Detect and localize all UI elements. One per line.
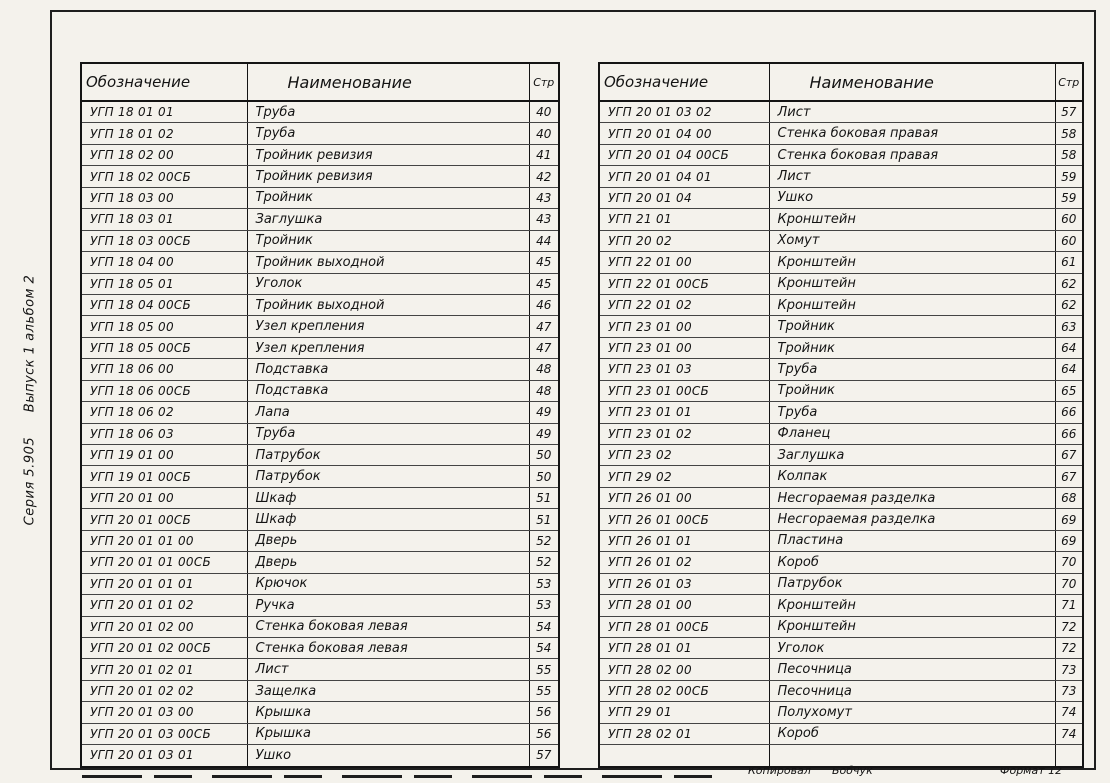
name-cell: Ручка — [247, 595, 529, 616]
designation-cell: УГП 18 01 01 — [81, 101, 247, 123]
page-cell: 65 — [1055, 380, 1083, 401]
name-cell: Тройник — [247, 187, 529, 208]
page-cell: 64 — [1055, 359, 1083, 380]
page-cell: 62 — [1055, 273, 1083, 294]
name-cell: Кронштейн — [769, 252, 1055, 273]
table-row — [81, 359, 559, 380]
table-row — [599, 144, 1083, 165]
table-row — [599, 702, 1083, 723]
designation-cell: УГП 18 05 01 — [81, 273, 247, 294]
designation-cell: УГП 20 01 01 02 — [81, 595, 247, 616]
table-row — [599, 552, 1083, 573]
designation-cell: УГП 20 01 01 00 — [81, 530, 247, 551]
drawing-register-left — [80, 62, 560, 768]
designation-cell: УГП 26 01 01 — [599, 530, 769, 551]
name-cell: Тройник выходной — [247, 252, 529, 273]
designation-cell: УГП 18 04 00СБ — [81, 294, 247, 315]
table-row — [81, 637, 559, 658]
designation-cell: УГП 23 01 00 — [599, 316, 769, 337]
designation-cell: УГП 28 02 00СБ — [599, 680, 769, 701]
table-row — [599, 123, 1083, 144]
page-cell: 56 — [529, 723, 559, 744]
designation-cell: УГП 19 01 00 — [81, 445, 247, 466]
page-cell: 40 — [529, 101, 559, 123]
page-cell: 64 — [1055, 337, 1083, 358]
designation-cell: УГП 20 01 00 — [81, 487, 247, 508]
designation-cell: УГП 18 05 00 — [81, 316, 247, 337]
table-row — [81, 659, 559, 680]
table-row — [599, 209, 1083, 230]
name-cell: Хомут — [769, 230, 1055, 251]
designation-cell: УГП 23 01 00 — [599, 337, 769, 358]
page-cell: 55 — [529, 680, 559, 701]
left-table-body — [81, 101, 559, 767]
header-page: Стр — [1055, 63, 1083, 101]
table-row — [599, 723, 1083, 744]
designation-cell: УГП 22 01 00СБ — [599, 273, 769, 294]
header-name: Наименование — [247, 63, 529, 101]
designation-cell: УГП 20 01 04 01 — [599, 166, 769, 187]
name-cell: Шкаф — [247, 487, 529, 508]
name-cell: Дверь — [247, 552, 529, 573]
page-cell: 60 — [1055, 230, 1083, 251]
table-row — [599, 230, 1083, 251]
designation-cell: УГП 18 06 00СБ — [81, 380, 247, 401]
designation-cell: УГП 18 06 00 — [81, 359, 247, 380]
name-cell: Ушко — [769, 187, 1055, 208]
table-row — [81, 230, 559, 251]
name-cell: Крышка — [247, 723, 529, 744]
designation-cell: УГП 26 01 02 — [599, 552, 769, 573]
drawing-register-right — [598, 62, 1084, 768]
page-cell: 46 — [529, 294, 559, 315]
page-cell: 54 — [529, 637, 559, 658]
designation-cell: УГП 18 03 00 — [81, 187, 247, 208]
designation-cell: УГП 22 01 00 — [599, 252, 769, 273]
name-cell: Тройник — [769, 380, 1055, 401]
name-cell: Патрубок — [247, 445, 529, 466]
designation-cell: УГП 28 01 00СБ — [599, 616, 769, 637]
page-cell: 72 — [1055, 637, 1083, 658]
page-cell: 63 — [1055, 316, 1083, 337]
name-cell: Подставка — [247, 359, 529, 380]
designation-cell: УГП 20 01 03 02 — [599, 101, 769, 123]
format-label: Формат 12 — [1000, 764, 1063, 777]
name-cell: Тройник — [247, 230, 529, 251]
table-row — [81, 595, 559, 616]
page-cell: 44 — [529, 230, 559, 251]
designation-cell: УГП 20 01 00СБ — [81, 509, 247, 530]
page-cell: 53 — [529, 573, 559, 594]
table-row — [599, 530, 1083, 551]
header-name: Наименование — [769, 63, 1055, 101]
page-cell: 61 — [1055, 252, 1083, 273]
table-row — [81, 252, 559, 273]
page-cell: 74 — [1055, 702, 1083, 723]
page-cell: 66 — [1055, 423, 1083, 444]
table-row — [81, 273, 559, 294]
page-cell: 58 — [1055, 144, 1083, 165]
page-cell: 62 — [1055, 294, 1083, 315]
name-cell: Дверь — [247, 530, 529, 551]
table-row — [81, 552, 559, 573]
right-table-body — [599, 101, 1083, 767]
page-cell: 48 — [529, 380, 559, 401]
table-row — [81, 680, 559, 701]
binding-strip-text — [23, 265, 38, 536]
name-cell: Лапа — [247, 402, 529, 423]
table-row — [599, 466, 1083, 487]
name-cell: Крышка — [247, 702, 529, 723]
series-label: Серия 5.905 — [22, 436, 38, 526]
table-row — [81, 466, 559, 487]
name-cell: Тройник ревизия — [247, 144, 529, 165]
table-row — [81, 616, 559, 637]
checked-by-label: Бобчук — [832, 764, 873, 777]
name-cell: Стенка боковая левая — [247, 637, 529, 658]
table-row — [599, 316, 1083, 337]
designation-cell: УГП 18 01 02 — [81, 123, 247, 144]
name-cell: Труба — [769, 359, 1055, 380]
page-cell: 51 — [529, 509, 559, 530]
designation-cell: УГП 22 01 02 — [599, 294, 769, 315]
name-cell: Кронштейн — [769, 595, 1055, 616]
designation-cell: УГП 18 06 03 — [81, 423, 247, 444]
page-cell: 52 — [529, 552, 559, 573]
table-row — [599, 337, 1083, 358]
designation-cell: УГП 18 05 00СБ — [81, 337, 247, 358]
designation-cell: УГП 20 01 02 02 — [81, 680, 247, 701]
designation-cell: УГП 20 01 02 01 — [81, 659, 247, 680]
designation-cell: УГП 20 01 01 01 — [81, 573, 247, 594]
page-cell: 41 — [529, 144, 559, 165]
name-cell: Пластина — [769, 530, 1055, 551]
designation-cell: УГП 18 02 00 — [81, 144, 247, 165]
designation-cell: УГП 23 01 00СБ — [599, 380, 769, 401]
designation-cell: УГП 20 02 — [599, 230, 769, 251]
page-cell: 59 — [1055, 166, 1083, 187]
designation-cell: УГП 28 01 00 — [599, 595, 769, 616]
designation-cell: УГП 20 01 04 00 — [599, 123, 769, 144]
page-cell: 67 — [1055, 445, 1083, 466]
name-cell: Песочница — [769, 680, 1055, 701]
table-row — [599, 294, 1083, 315]
page-cell: 49 — [529, 402, 559, 423]
page-cell: 69 — [1055, 530, 1083, 551]
name-cell: Кронштейн — [769, 209, 1055, 230]
designation-cell: УГП 28 02 00 — [599, 659, 769, 680]
table-row — [81, 402, 559, 423]
table-row — [599, 659, 1083, 680]
page-cell: 40 — [529, 123, 559, 144]
name-cell: Крючок — [247, 573, 529, 594]
copied-by-label: Копировал — [748, 764, 811, 777]
designation-cell: УГП 20 01 02 00 — [81, 616, 247, 637]
name-cell: Колпак — [769, 466, 1055, 487]
table-row — [599, 101, 1083, 123]
table-row — [599, 445, 1083, 466]
table-row — [599, 680, 1083, 701]
header-row — [599, 63, 1083, 101]
table-row — [81, 487, 559, 508]
header-designation: Обозначение — [81, 63, 247, 101]
name-cell: Труба — [247, 423, 529, 444]
page-cell: 50 — [529, 466, 559, 487]
designation-cell: УГП 18 06 02 — [81, 402, 247, 423]
designation-cell: УГП 18 04 00 — [81, 252, 247, 273]
page-cell: 69 — [1055, 509, 1083, 530]
designation-cell: УГП 21 01 — [599, 209, 769, 230]
page-cell: 45 — [529, 252, 559, 273]
page-cell: 42 — [529, 166, 559, 187]
page-cell: 71 — [1055, 595, 1083, 616]
designation-cell: УГП 28 01 01 — [599, 637, 769, 658]
page-cell: 67 — [1055, 466, 1083, 487]
name-cell: Тройник ревизия — [247, 166, 529, 187]
name-cell: Тройник выходной — [247, 294, 529, 315]
page-cell: 54 — [529, 616, 559, 637]
name-cell: Фланец — [769, 423, 1055, 444]
table-row — [81, 209, 559, 230]
name-cell: Патрубок — [247, 466, 529, 487]
page-cell: 73 — [1055, 680, 1083, 701]
name-cell: Ушко — [247, 745, 529, 767]
name-cell: Короб — [769, 723, 1055, 744]
designation-cell: УГП 19 01 00СБ — [81, 466, 247, 487]
page-cell: 70 — [1055, 573, 1083, 594]
name-cell: Тройник — [769, 337, 1055, 358]
table-row — [599, 273, 1083, 294]
page-cell: 74 — [1055, 723, 1083, 744]
page-cell: 45 — [529, 273, 559, 294]
title-block-strokes — [82, 775, 722, 778]
table-row — [599, 252, 1083, 273]
name-cell: Лист — [247, 659, 529, 680]
table-row — [599, 573, 1083, 594]
table-row — [81, 530, 559, 551]
name-cell: Кронштейн — [769, 273, 1055, 294]
page-cell: 70 — [1055, 552, 1083, 573]
name-cell: Узел крепления — [247, 316, 529, 337]
name-cell: Несгораемая разделка — [769, 509, 1055, 530]
designation-cell: УГП 26 01 00 — [599, 487, 769, 508]
page-cell: 43 — [529, 187, 559, 208]
name-cell: Заглушка — [247, 209, 529, 230]
designation-cell: УГП 20 01 03 01 — [81, 745, 247, 767]
table-row — [599, 380, 1083, 401]
name-cell: Труба — [769, 402, 1055, 423]
page-cell: 68 — [1055, 487, 1083, 508]
designation-cell: УГП 20 01 04 00СБ — [599, 144, 769, 165]
table-row — [81, 723, 559, 744]
name-cell: Уголок — [247, 273, 529, 294]
table-row — [81, 337, 559, 358]
page-cell: 72 — [1055, 616, 1083, 637]
name-cell: Тройник — [769, 316, 1055, 337]
name-cell: Шкаф — [247, 509, 529, 530]
table-row — [81, 573, 559, 594]
name-cell: Несгораемая разделка — [769, 487, 1055, 508]
table-row — [81, 166, 559, 187]
issue-label: Выпуск 1 альбом 2 — [22, 274, 38, 413]
table-row — [599, 616, 1083, 637]
name-cell: Патрубок — [769, 573, 1055, 594]
name-cell: Песочница — [769, 659, 1055, 680]
table-row — [81, 123, 559, 144]
name-cell: Узел крепления — [247, 337, 529, 358]
page-cell: 56 — [529, 702, 559, 723]
table-row — [599, 359, 1083, 380]
table-row — [599, 595, 1083, 616]
table-row — [81, 423, 559, 444]
page-cell: 55 — [529, 659, 559, 680]
designation-cell: УГП 20 01 04 — [599, 187, 769, 208]
name-cell: Лист — [769, 166, 1055, 187]
page-cell: 48 — [529, 359, 559, 380]
designation-cell: УГП 26 01 00СБ — [599, 509, 769, 530]
name-cell: Лист — [769, 101, 1055, 123]
header-row — [81, 63, 559, 101]
page-cell: 58 — [1055, 123, 1083, 144]
designation-cell: УГП 23 01 03 — [599, 359, 769, 380]
header-designation: Обозначение — [599, 63, 769, 101]
designation-cell: УГП 18 02 00СБ — [81, 166, 247, 187]
table-row — [599, 509, 1083, 530]
page-cell: 49 — [529, 423, 559, 444]
table-row — [599, 187, 1083, 208]
page-cell: 60 — [1055, 209, 1083, 230]
table-row — [81, 187, 559, 208]
designation-cell: УГП 20 01 03 00СБ — [81, 723, 247, 744]
page-cell: 57 — [1055, 101, 1083, 123]
designation-cell: УГП 28 02 01 — [599, 723, 769, 744]
table-row — [599, 487, 1083, 508]
name-cell: Труба — [247, 101, 529, 123]
page-cell: 51 — [529, 487, 559, 508]
designation-cell: УГП 20 01 02 00СБ — [81, 637, 247, 658]
page-cell: 53 — [529, 595, 559, 616]
designation-cell: УГП 26 01 03 — [599, 573, 769, 594]
name-cell: Стенка боковая правая — [769, 123, 1055, 144]
name-cell: Кронштейн — [769, 616, 1055, 637]
table-row — [81, 745, 559, 767]
name-cell: Полухомут — [769, 702, 1055, 723]
page-cell: 59 — [1055, 187, 1083, 208]
page-cell: 52 — [529, 530, 559, 551]
designation-cell: УГП 18 03 01 — [81, 209, 247, 230]
table-row — [599, 637, 1083, 658]
designation-cell: УГП 23 01 02 — [599, 423, 769, 444]
page-cell: 50 — [529, 445, 559, 466]
name-cell: Короб — [769, 552, 1055, 573]
name-cell: Труба — [247, 123, 529, 144]
name-cell: Защелка — [247, 680, 529, 701]
table-row — [81, 509, 559, 530]
table-row — [599, 402, 1083, 423]
designation-cell: УГП 29 01 — [599, 702, 769, 723]
page-cell: 47 — [529, 337, 559, 358]
designation-cell: УГП 20 01 01 00СБ — [81, 552, 247, 573]
table-row — [81, 316, 559, 337]
designation-cell — [599, 745, 769, 767]
page-cell: 66 — [1055, 402, 1083, 423]
name-cell: Стенка боковая правая — [769, 144, 1055, 165]
name-cell: Кронштейн — [769, 294, 1055, 315]
designation-cell: УГП 20 01 03 00 — [81, 702, 247, 723]
designation-cell: УГП 23 01 01 — [599, 402, 769, 423]
table-row — [81, 144, 559, 165]
name-cell: Стенка боковая левая — [247, 616, 529, 637]
table-row — [599, 423, 1083, 444]
page-cell: 47 — [529, 316, 559, 337]
page-cell: 43 — [529, 209, 559, 230]
table-row — [81, 445, 559, 466]
name-cell: Уголок — [769, 637, 1055, 658]
table-row — [81, 101, 559, 123]
name-cell: Заглушка — [769, 445, 1055, 466]
table-row — [81, 702, 559, 723]
designation-cell: УГП 29 02 — [599, 466, 769, 487]
page-cell: 73 — [1055, 659, 1083, 680]
table-row — [81, 380, 559, 401]
name-cell: Подставка — [247, 380, 529, 401]
designation-cell: УГП 23 02 — [599, 445, 769, 466]
header-page: Стр — [529, 63, 559, 101]
table-row — [81, 294, 559, 315]
designation-cell: УГП 18 03 00СБ — [81, 230, 247, 251]
page-cell: 57 — [529, 745, 559, 767]
table-row — [599, 166, 1083, 187]
